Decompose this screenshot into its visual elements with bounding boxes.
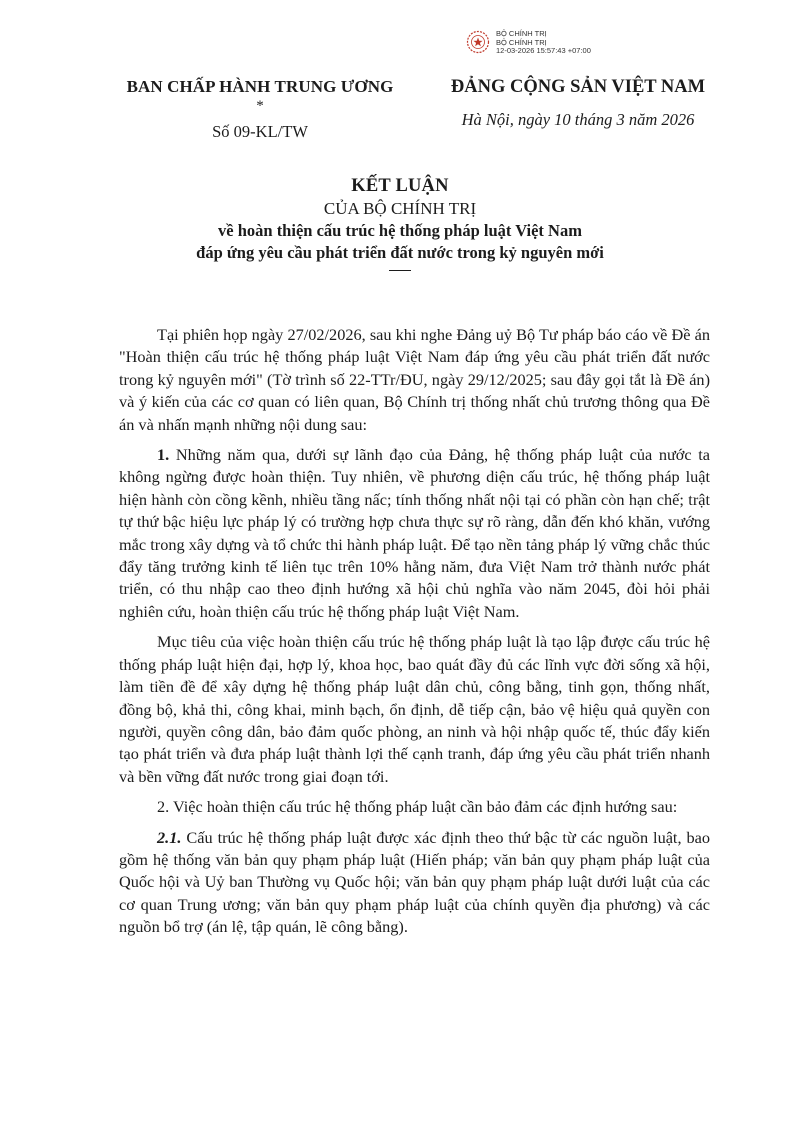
document-body	[119, 324, 710, 947]
signature-timestamp: 12-03-2026 15:57:43 +07:00	[496, 46, 591, 55]
party-seal-icon	[466, 30, 490, 54]
section-2-number: 2.	[157, 797, 170, 817]
digital-signature-stamp	[466, 24, 656, 64]
section-2-1-text: Cấu trúc hệ thống pháp luật được xác định theo thứ bậc từ các nguồn luật, bao gồm hệ thống văn bản quy phạm pháp luật (Hiến pháp; văn bản quy phạm pháp luật của Quốc hội và Uỷ ban Thường vụ Quốc hội; văn bản quy phạm pháp luật dưới luật của các cơ quan Trung ương; văn bản quy phạm pháp luật của chính quyền địa phương) và các nguồn bổ trợ (án lệ, tập quán, lẽ công bằng).	[119, 827, 710, 937]
signature-info	[496, 30, 591, 56]
central-committee-name: BAN CHẤP HÀNH TRUNG ƯƠNG	[126, 77, 394, 96]
place-and-date: Hà Nội, ngày 10 tháng 3 năm 2026	[461, 110, 695, 129]
section-1-paragraph	[119, 444, 710, 623]
issuer-line: CỦA BỘ CHÍNH TRỊ	[323, 199, 477, 218]
section-1-number: 1.	[157, 445, 170, 465]
signer-name: BỘ CHÍNH TRỊ	[496, 29, 547, 38]
section-2-text: Việc hoàn thiện cấu trúc hệ thống pháp luật cần bảo đảm các định hướng sau:	[173, 797, 678, 817]
goal-paragraph: Mục tiêu của việc hoàn thiện cấu trúc hệ thống pháp luật là tạo lập được cấu trúc hệ thống pháp luật hiện đại, hợp lý, khoa học, bao quát đầy đủ các lĩnh vực đời sống xã hội, làm tiền đề để xây dựng hệ thống pháp luật dân chủ, công bằng, tinh gọn, thống nhất, đồng bộ, khả thi, công khai, minh bạch, ổn định, dễ tiếp cận, bảo vệ hiệu quả quyền con người, quyền công dân, bảo đảm quốc phòng, an ninh và hội nhập quốc tế, thúc đẩy kiến tạo phát triển và đưa pháp luật thành lợi thế cạnh tranh, đáp ứng yêu cầu phát triển nhanh và bền vững đất nước trong giai đoạn tới.	[119, 632, 710, 786]
intro-paragraph: Tại phiên họp ngày 27/02/2026, sau khi nghe Đảng uỷ Bộ Tư pháp báo cáo về Đề án "Hoàn thiện cấu trúc hệ thống pháp luật Việt Nam đáp ứng yêu cầu phát triển đất nước trong kỷ nguyên mới" (Tờ trình số 22-TTr/ĐU, ngày 29/12/2025; sau đây gọi tắt là Đề án) và ý kiến của các cơ quan có liên quan, Bộ Chính trị thống nhất chủ trương thông qua Đề án và nhấn mạnh những nội dung sau:	[119, 325, 710, 434]
issuing-body-header	[100, 76, 420, 142]
section-2-1-number: 2.1.	[157, 827, 182, 847]
section-2-1-paragraph	[119, 827, 710, 939]
subject-line-1: về hoàn thiện cấu trúc hệ thống pháp luật Việt Nam	[218, 221, 582, 240]
party-name: ĐẢNG CỘNG SẢN VIỆT NAM	[450, 77, 706, 97]
signer-org: BỘ CHÍNH TRỊ	[496, 37, 547, 47]
subject-line-2: đáp ứng yêu cầu phát triển đất nước trong kỷ nguyên mới	[196, 243, 604, 262]
document-number: Số 09-KL/TW	[212, 122, 308, 141]
title-divider	[389, 270, 411, 271]
document-title	[100, 174, 700, 271]
section-1-text: Những năm qua, dưới sự lãnh đạo của Đảng, hệ thống pháp luật của nước ta không ngừng được hoàn thiện. Tuy nhiên, về phương diện cấu trúc, hệ thống pháp luật hiện hành còn cồng kềnh, nhiều tầng nấc; tính thống nhất nội tại có phần còn hạn chế; trật tự thứ bậc hiệu lực pháp lý có trường hợp chưa thực sự rõ ràng, dẫn đến khó khăn, vướng mắc trong xây dựng và tổ chức thi hành pháp luật. Để tạo nền tảng pháp lý vững chắc thúc đẩy tăng trưởng kinh tế liên tục trên 10% hằng năm, đưa Việt Nam trở thành nước phát triển, có thu nhập cao theo định hướng xã hội chủ nghĩa vào năm 2045, đòi hỏi phải nghiên cứu, hoàn thiện cấu trúc hệ thống pháp luật Việt Nam.	[119, 445, 710, 621]
section-2-paragraph	[119, 796, 710, 818]
party-header	[418, 76, 738, 130]
star-separator: *	[256, 98, 264, 114]
document-type: KẾT LUẬN	[351, 176, 449, 196]
